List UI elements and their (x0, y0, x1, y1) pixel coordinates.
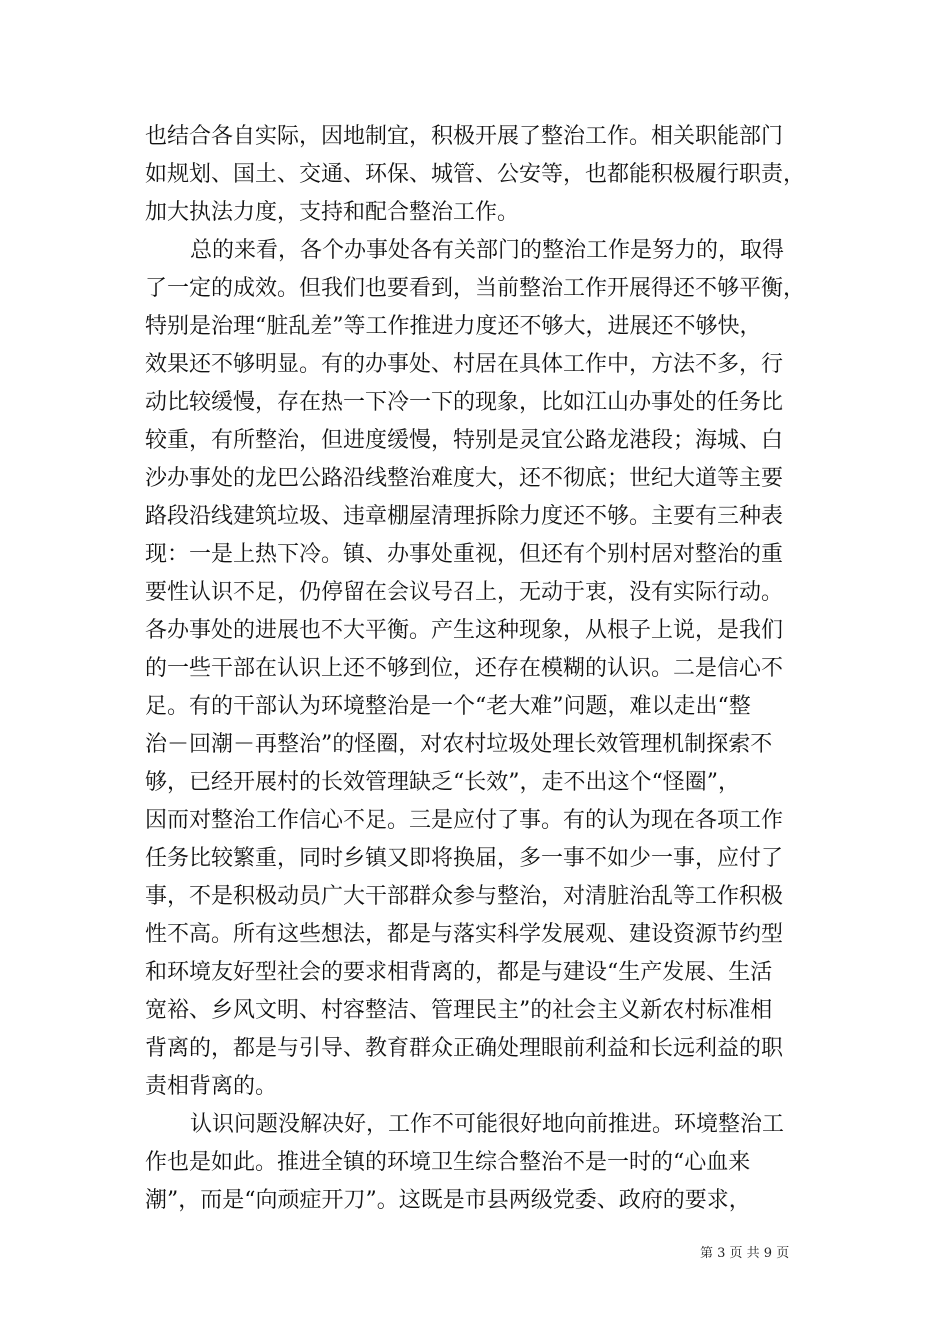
text-line: 沙办事处的龙巴公路沿线整治难度大，还不彻底；世纪大道等主要 (145, 466, 784, 491)
text-line: 如规划、国土、交通、环保、城管、公安等，也都能积极履行职责， (145, 162, 806, 187)
text-line: 现：一是上热下冷。镇、办事处重视，但还有个别村居对整治的重 (145, 542, 784, 567)
text-line: 事，不是积极动员广大干部群众参与整治，对清脏治乱等工作积极 (145, 884, 784, 909)
paragraph-start-line: 认识问题没解决好，工作不可能很好地向前推进。环境整治工 (190, 1112, 785, 1137)
page-number-footer: 第 3 页 共 9 页 (700, 1246, 790, 1261)
text-line: 性不高。所有这些想法，都是与落实科学发展观、建设资源节约型 (145, 922, 784, 947)
text-line: 要性认识不足，仍停留在会议号召上，无动于衷，没有实际行动。 (145, 580, 784, 605)
text-line: 特别是治理“脏乱差”等工作推进力度还不够大，进展还不够快， (145, 314, 762, 339)
text-line: 的一些干部在认识上还不够到位，还存在模糊的认识。二是信心不 (145, 656, 784, 681)
text-line: 了一定的成效。但我们也要看到，当前整治工作开展得还不够平衡， (145, 276, 806, 301)
text-line: 效果还不够明显。有的办事处、村居在具体工作中，方法不多，行 (145, 352, 784, 377)
text-line: 作也是如此。推进全镇的环境卫生综合整治不是一时的“心血来 (145, 1150, 751, 1175)
text-line: 因而对整治工作信心不足。三是应付了事。有的认为现在各项工作 (145, 808, 784, 833)
text-line: 够，已经开展村的长效管理缺乏“长效”，走不出这个“怪圈”， (145, 770, 740, 795)
text-line: 责相背离的。 (145, 1074, 278, 1099)
text-line: 背离的，都是与引导、教育群众正确处理眼前利益和长远利益的职 (145, 1036, 784, 1061)
text-line: 宽裕、乡风文明、村容整洁、管理民主”的社会主义新农村标准相 (145, 998, 773, 1023)
text-line: 足。有的干部认为环境整治是一个“老大难”问题，难以走出“整 (145, 694, 751, 719)
text-line: 潮”，而是“向顽症开刀”。这既是市县两级党委、政府的要求， (145, 1188, 751, 1213)
text-line: 和环境友好型社会的要求相背离的，都是与建设“生产发展、生活 (145, 960, 773, 985)
text-line: 任务比较繁重，同时乡镇又即将换届，多一事不如少一事，应付了 (145, 846, 784, 871)
text-line: 各办事处的进展也不大平衡。产生这种现象，从根子上说，是我们 (145, 618, 784, 643)
text-line: 也结合各自实际，因地制宜，积极开展了整治工作。相关职能部门 (145, 124, 784, 149)
text-line: 加大执法力度，支持和配合整治工作。 (145, 200, 520, 225)
paragraph-start-line: 总的来看，各个办事处各有关部门的整治工作是努力的，取得 (190, 238, 785, 263)
text-line: 路段沿线建筑垃圾、违章棚屋清理拆除力度还不够。主要有三种表 (145, 504, 784, 529)
text-line: 较重，有所整治，但进度缓慢，特别是灵宜公路龙港段；海城、白 (145, 428, 784, 453)
text-line: 动比较缓慢，存在热一下冷一下的现象，比如江山办事处的任务比 (145, 390, 784, 415)
text-line: 治－回潮－再整治”的怪圈，对农村垃圾处理长效管理机制探索不 (145, 732, 773, 757)
